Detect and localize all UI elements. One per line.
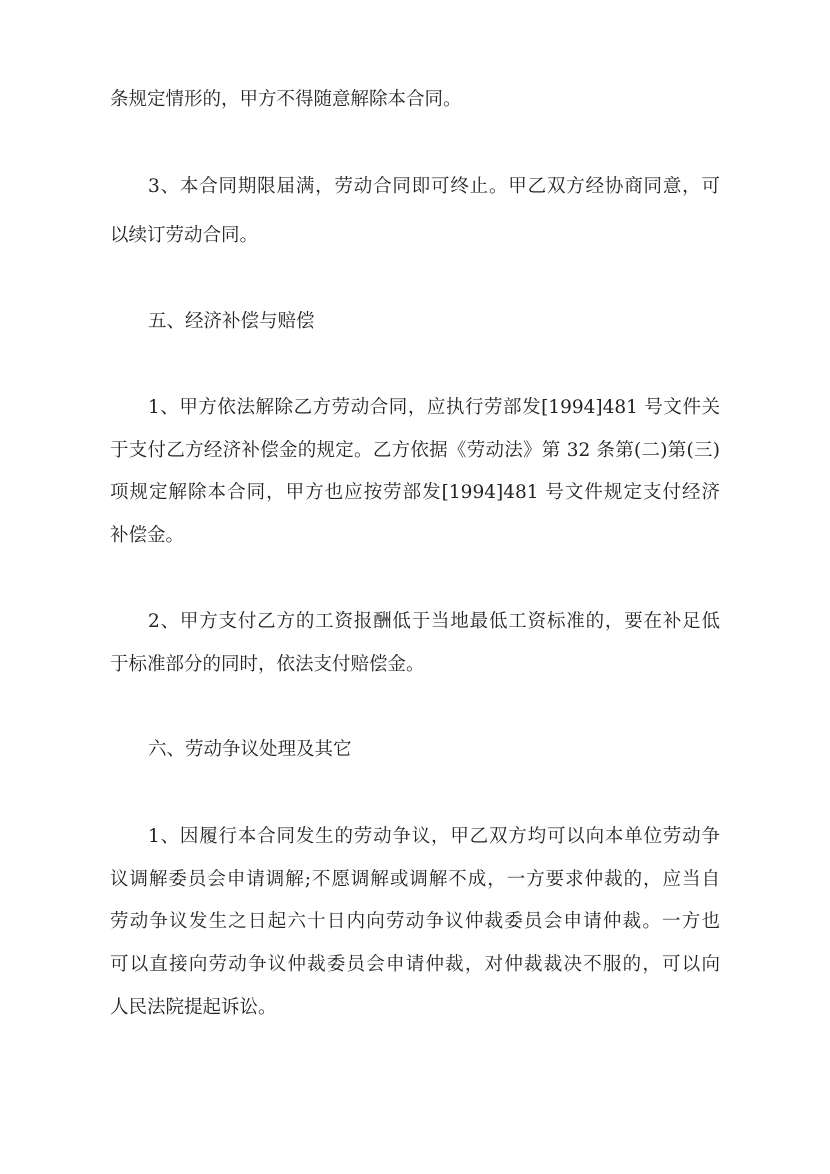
text-line: 条规定情形的，甲方不得随意解除本合同。 [110,89,462,110]
text-line: 五、经济补偿与赔偿 [148,311,315,332]
text-line: 人民法院提起诉讼。 [110,997,277,1018]
text-line: 可以直接向劳动争议仲裁委员会申请仲裁，对仲裁裁决不服的，可以向 [110,954,720,975]
text-line: 于支付乙方经济补偿金的规定。乙方依据《劳动法》第 32 条第(二)第(三) [110,440,720,461]
text-line: 劳动争议发生之日起六十日内向劳动争议仲裁委员会申请仲裁。一方也 [110,911,720,932]
text-line: 于标准部分的同时，依法支付赔偿金。 [110,654,425,675]
text-line: 补偿金。 [110,525,185,546]
text-line: 以续订劳动合同。 [110,225,259,246]
text-line: 1、甲方依法解除乙方劳动合同，应执行劳部发[1994]481 号文件关 [148,397,720,418]
text-line: 议调解委员会申请调解;不愿调解或调解不成，一方要求仲裁的，应当自 [110,869,720,890]
text-line: 1、因履行本合同发生的劳动争议，甲乙双方均可以向本单位劳动争 [148,826,720,847]
text-line: 2、甲方支付乙方的工资报酬低于当地最低工资标准的，要在补足低 [148,611,720,632]
text-line: 六、劳动争议处理及其它 [148,739,352,760]
text-line: 项规定解除本合同，甲方也应按劳部发[1994]481 号文件规定支付经济 [110,482,720,503]
text-line: 3、本合同期限届满，劳动合同即可终止。甲乙双方经协商同意，可 [148,176,720,197]
